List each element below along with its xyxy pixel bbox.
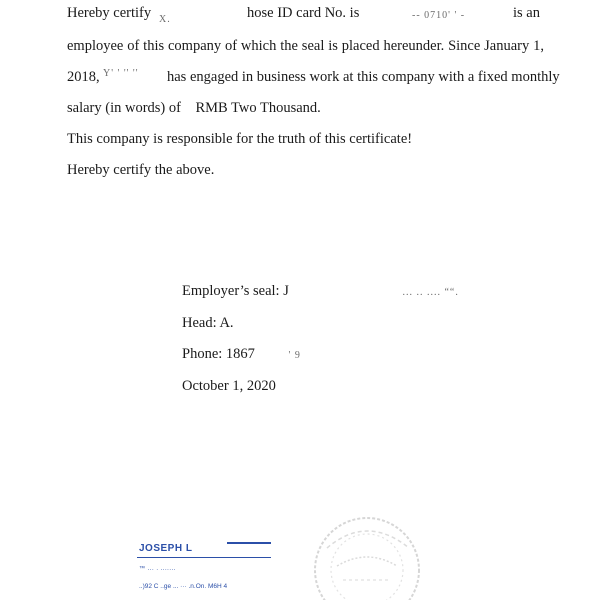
- phone-label: Phone: 1867: [182, 346, 255, 362]
- phone-line: [182, 339, 459, 371]
- stamp-line-3: ..)92 C ..ge ... ··· .n.On. M6H 4: [139, 583, 228, 590]
- head-line: [182, 308, 459, 339]
- head-label: Head: A.: [182, 315, 234, 331]
- stamp-bar: [227, 542, 271, 544]
- redacted-id-fragment: -- 0710' ' -: [412, 10, 466, 21]
- certificate-line-6: Hereby certify the above.: [67, 162, 215, 178]
- stamp-name: JOSEPH L: [139, 543, 193, 554]
- stamp-line-2: ™ ... . .......: [139, 566, 176, 572]
- employer-seal-fragment: ... .. .... ““.: [402, 287, 459, 298]
- redacted-name-fragment: X.: [159, 14, 171, 25]
- phone-fragment: ' 9: [288, 350, 301, 361]
- line3-tail: has engaged in business work at this company with a fixed monthly: [167, 69, 560, 85]
- employer-seal-label: Employer’s seal: J: [182, 283, 289, 299]
- certificate-line-4: salary (in words) of RMB Two Thousand.: [67, 100, 321, 116]
- redacted-name-fragment-2: Y' ' '' '': [103, 68, 139, 79]
- certify-lead: Hereby certify: [67, 5, 152, 21]
- line1-tail: is an: [513, 5, 540, 21]
- certificate-line-1: [67, 0, 544, 24]
- year-lead: 2018,: [67, 69, 100, 85]
- stamp-rule: [137, 557, 271, 558]
- certificate-line-3: [67, 62, 560, 93]
- certificate-body: [67, 0, 560, 186]
- company-stamp: [137, 536, 287, 600]
- certificate-line-2: employee of this company of which the seal is placed hereunder. Since January 1,: [67, 38, 544, 54]
- signature-block: [182, 276, 459, 402]
- certificate-line-5: This company is responsible for the truth of this certificate!: [67, 131, 413, 147]
- employer-seal-line: [182, 276, 459, 308]
- id-card-phrase: hose ID card No. is: [247, 5, 360, 21]
- certificate-date: October 1, 2020: [182, 378, 276, 394]
- faint-seal: [305, 508, 425, 600]
- faint-seal-graphic: [305, 508, 425, 600]
- date-line: [182, 371, 459, 402]
